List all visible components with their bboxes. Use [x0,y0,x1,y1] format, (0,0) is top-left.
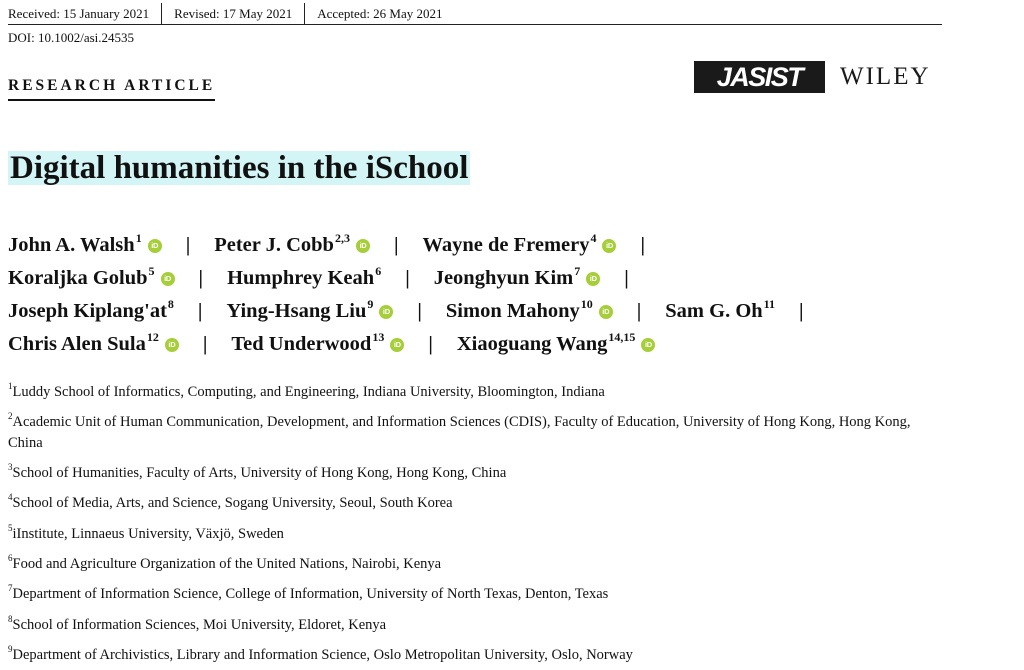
affiliation [8,610,943,635]
author [214,231,370,257]
paper-title: Digital humanities in the iSchool [10,150,469,186]
author-name: Ying-Hsang Liu [226,300,367,322]
author-name: Xiaoguang Wang [456,333,608,355]
author-affiliation-ref: 5 [148,264,155,278]
affiliation-number: 9 [8,644,13,655]
author [8,231,162,257]
affiliation-number: 3 [8,462,13,473]
author-separator: | [799,300,804,322]
author [8,330,179,356]
affiliation-text: Academic Unit of Human Communication, Development, and Information Sciences (CDIS), Faculty of Education, University of Hong Kong, Hong Kong, China [8,414,911,451]
author-separator: | [198,267,204,289]
orcid-icon[interactable]: iD [599,305,613,319]
author-affiliation-ref: 7 [574,264,581,278]
affiliation-text: Food and Agriculture Organization of the United Nations, Nairobi, Kenya [12,555,442,572]
author-affiliation-ref: 10 [580,297,593,311]
author-separator: | [393,234,399,256]
affiliation-text: Department of Information Science, College of Information, University of North Texas, Denton, Texas [12,586,609,603]
doi-link[interactable]: DOI: 10.1002/asi.24535 [8,30,135,45]
author-affiliation-ref: 4 [590,231,597,245]
author-affiliation-ref: 12 [146,330,159,344]
author-separator: | [197,300,203,322]
author-line [8,229,1008,262]
accepted-date: Accepted: 26 May 2021 [317,5,443,21]
author-line [8,328,1008,361]
author-name: Wayne de Fremery [422,234,590,256]
author-affiliation-ref: 11 [763,297,776,311]
author [445,297,613,323]
affiliation-list [8,377,943,670]
affiliation-text: School of Media, Arts, and Science, Sogang University, Seoul, South Korea [12,495,453,512]
author [231,330,404,356]
orcid-icon[interactable]: iD [390,338,404,352]
author-name: Chris Alen Sula [8,333,146,355]
affiliation [8,377,943,402]
author-separator: | [185,234,191,256]
affiliation [8,407,943,453]
author [456,330,656,356]
affiliation [8,640,943,665]
orcid-icon[interactable]: iD [586,272,600,286]
author [433,264,601,290]
author [8,264,175,290]
affiliation-text: School of Humanities, Faculty of Arts, University of Hong Kong, Hong Kong, China [12,464,507,481]
author-name: John A. Walsh [8,234,135,256]
jasist-logo[interactable]: JASIST [694,61,825,93]
author-affiliation-ref: 9 [367,297,374,311]
revised-date: Revised: 17 May 2021 [174,5,293,21]
affiliation-text: iInstitute, Linnaeus University, Växjö, Sweden [12,525,284,542]
author-list [8,229,1008,361]
author-affiliation-ref: 14,15 [608,330,636,344]
affiliation-number: 5 [8,522,13,533]
article-type-label: RESEARCH ARTICLE [8,77,215,101]
affiliation-number: 8 [8,613,13,624]
author [665,297,776,323]
author-separator: | [405,267,410,289]
affiliation-number: 4 [8,492,13,503]
author [8,297,174,323]
author [227,264,382,290]
author-name: Simon Mahony [445,300,580,322]
affiliation-text: School of Information Sciences, Moi University, Eldoret, Kenya [12,616,387,633]
affiliation-text: Luddy School of Informatics, Computing, and Engineering, Indiana University, Bloomington, Indiana [12,383,605,400]
orcid-icon[interactable]: iD [148,239,162,253]
author-affiliation-ref: 8 [167,297,174,311]
affiliation-number: 6 [8,553,13,564]
author-separator: | [636,300,642,322]
author-separator: | [417,300,422,322]
affiliation-text: Department of Archivistics, Library and Information Science, Oslo Metropolitan University, Oslo, Norway [12,646,633,663]
author-name: Jeonghyun Kim [433,267,574,289]
author-name: Joseph Kiplang'at [8,300,167,322]
orcid-icon[interactable]: iD [602,239,616,253]
affiliation [8,458,943,483]
orcid-icon[interactable]: iD [165,338,179,352]
orcid-icon[interactable]: iD [641,338,655,352]
orcid-icon[interactable]: iD [161,272,175,286]
affiliation-number: 1 [8,381,13,391]
author-separator: | [640,234,645,256]
author [226,297,393,323]
orcid-icon[interactable]: iD [379,305,393,319]
author-affiliation-ref: 13 [372,330,385,344]
author-name: Humphrey Keah [227,267,375,289]
author [422,231,616,257]
affiliation-number: 2 [8,411,13,422]
received-date: Received: 15 January 2021 [8,5,150,21]
author-separator: | [624,267,629,289]
wiley-logo[interactable]: WILEY [840,63,931,90]
author-name: Ted Underwood [231,333,372,355]
affiliation [8,579,943,604]
author-separator: | [428,333,433,355]
author-separator: | [202,333,208,355]
author-affiliation-ref: 2,3 [334,231,350,245]
author-name: Peter J. Cobb [214,234,334,256]
affiliation [8,549,943,574]
orcid-icon[interactable]: iD [356,239,370,253]
affiliation [8,488,943,513]
author-name: Koraljka Golub [8,267,148,289]
affiliation-number: 7 [8,583,13,594]
author-affiliation-ref: 1 [135,231,142,245]
publication-dates [8,3,942,25]
author-line [8,295,1008,328]
affiliation [8,519,943,544]
author-name: Sam G. Oh [665,300,763,322]
author-line [8,262,1008,295]
author-affiliation-ref: 6 [375,264,382,278]
